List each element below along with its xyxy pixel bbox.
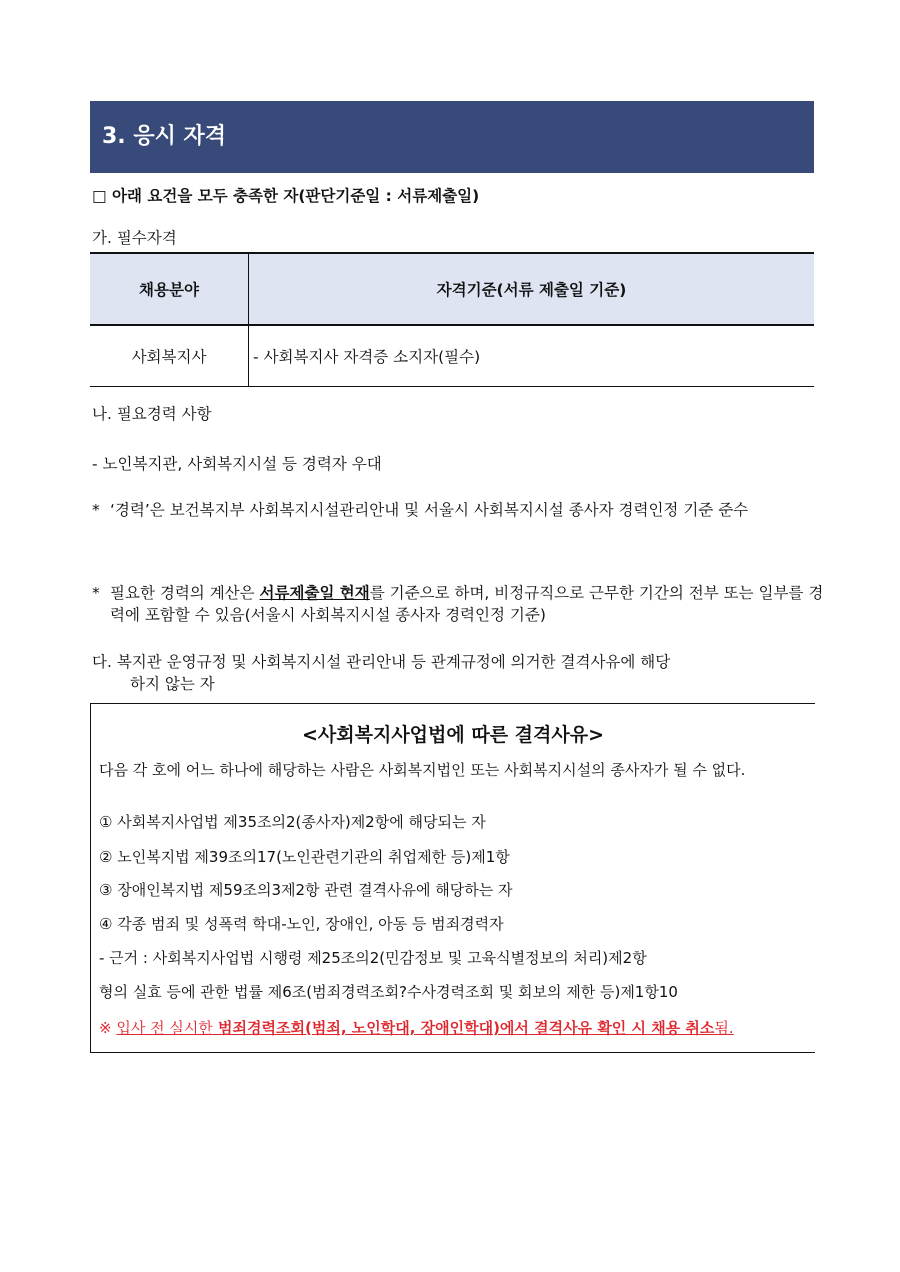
list-item: ④ 각종 범죄 및 성폭력 학대-노인, 장애인, 아동 등 범죄경력자 xyxy=(99,915,504,933)
table-header-row xyxy=(90,253,814,325)
box-title: <사회복지사업법에 따른 결격사유> xyxy=(301,724,605,746)
notice-text-post: 됨. xyxy=(714,1019,734,1037)
table-cell-criteria: - 사회복지사 자격증 소지자(필수) xyxy=(249,325,815,387)
list-item: ① 사회복지사업법 제35조의2(종사자)제2항에 해당되는 자 xyxy=(99,813,486,831)
table-header-field: 채용분야 xyxy=(90,253,249,325)
notice-mark: ※ xyxy=(99,1019,117,1037)
list-item: ② 노인복지법 제39조의17(노인관련기관의 취업제한 등)제1항 xyxy=(99,848,510,866)
subheading-line-2: 하지 않는 자 xyxy=(130,675,215,693)
note-experience-calculation xyxy=(92,582,830,626)
table-header-criteria: 자격기준(서류 제출일 기준) xyxy=(249,253,815,325)
note-text: ‘경력’은 보건복지부 사회복지시설관리안내 및 서울시 사회복지시설 종사자 경력인정 기준 준수 xyxy=(110,501,749,519)
note-text-post: 를 기준으로 하며, 비정규직으로 근무한 기간의 전부 또는 일부를 경력에 포함할 수 있음(서울시 사회복지시설 종사자 경력인정 기준) xyxy=(110,584,824,624)
legal-basis-line: - 근거 : 사회복지사업법 시행령 제25조의2(민감정보 및 고육식별정보의 처리)제2항 xyxy=(99,949,647,967)
subheading-required-qualification: 가. 필수자격 xyxy=(92,229,177,247)
table-row xyxy=(90,325,814,387)
preference-line: - 노인복지관, 사회복지시설 등 경력자 우대 xyxy=(92,455,382,473)
note-asterisk: * xyxy=(92,584,100,602)
note-text-pre: 필요한 경력의 계산은 xyxy=(110,584,260,602)
subheading-disqualification xyxy=(92,651,812,695)
requirement-line: □ 아래 요건을 모두 충족한 자(판단기준일 : 서류제출일) xyxy=(92,187,480,205)
qualification-table xyxy=(90,252,814,387)
notice-text-pre: 입사 전 실시한 xyxy=(116,1019,213,1037)
note-experience-definition xyxy=(92,499,830,521)
subheading-experience: 나. 필요경력 사항 xyxy=(92,405,212,423)
table-cell-field: 사회복지사 xyxy=(90,325,249,387)
legal-basis-line-2: 형의 실효 등에 관한 법률 제6조(범죄경력조회?수사경력조회 및 회보의 제한 등)제1항10 xyxy=(99,983,678,1001)
notice-text-bold: 범죄경력조회(범죄, 노인학대, 장애인학대)에서 결격사유 확인 시 채용 취소 xyxy=(212,1019,715,1037)
subheading-line-1: 다. 복지관 운영규정 및 사회복지시설 관리안내 등 관계규정에 의거한 결격사유에 해당 xyxy=(92,653,671,671)
list-item: ③ 장애인복지법 제59조의3제2항 관련 결격사유에 해당하는 자 xyxy=(99,881,513,899)
note-asterisk: * xyxy=(92,501,100,519)
disqualification-box xyxy=(90,703,815,1053)
cancellation-notice xyxy=(99,1020,809,1037)
box-intro: 다음 각 호에 어느 하나에 해당하는 사람은 사회복지법인 또는 사회복지시설의 종사자가 될 수 없다. xyxy=(99,761,746,779)
section-title: 3. 응시 자격 xyxy=(90,101,814,173)
note-emphasis: 서류제출일 현재 xyxy=(259,584,370,602)
